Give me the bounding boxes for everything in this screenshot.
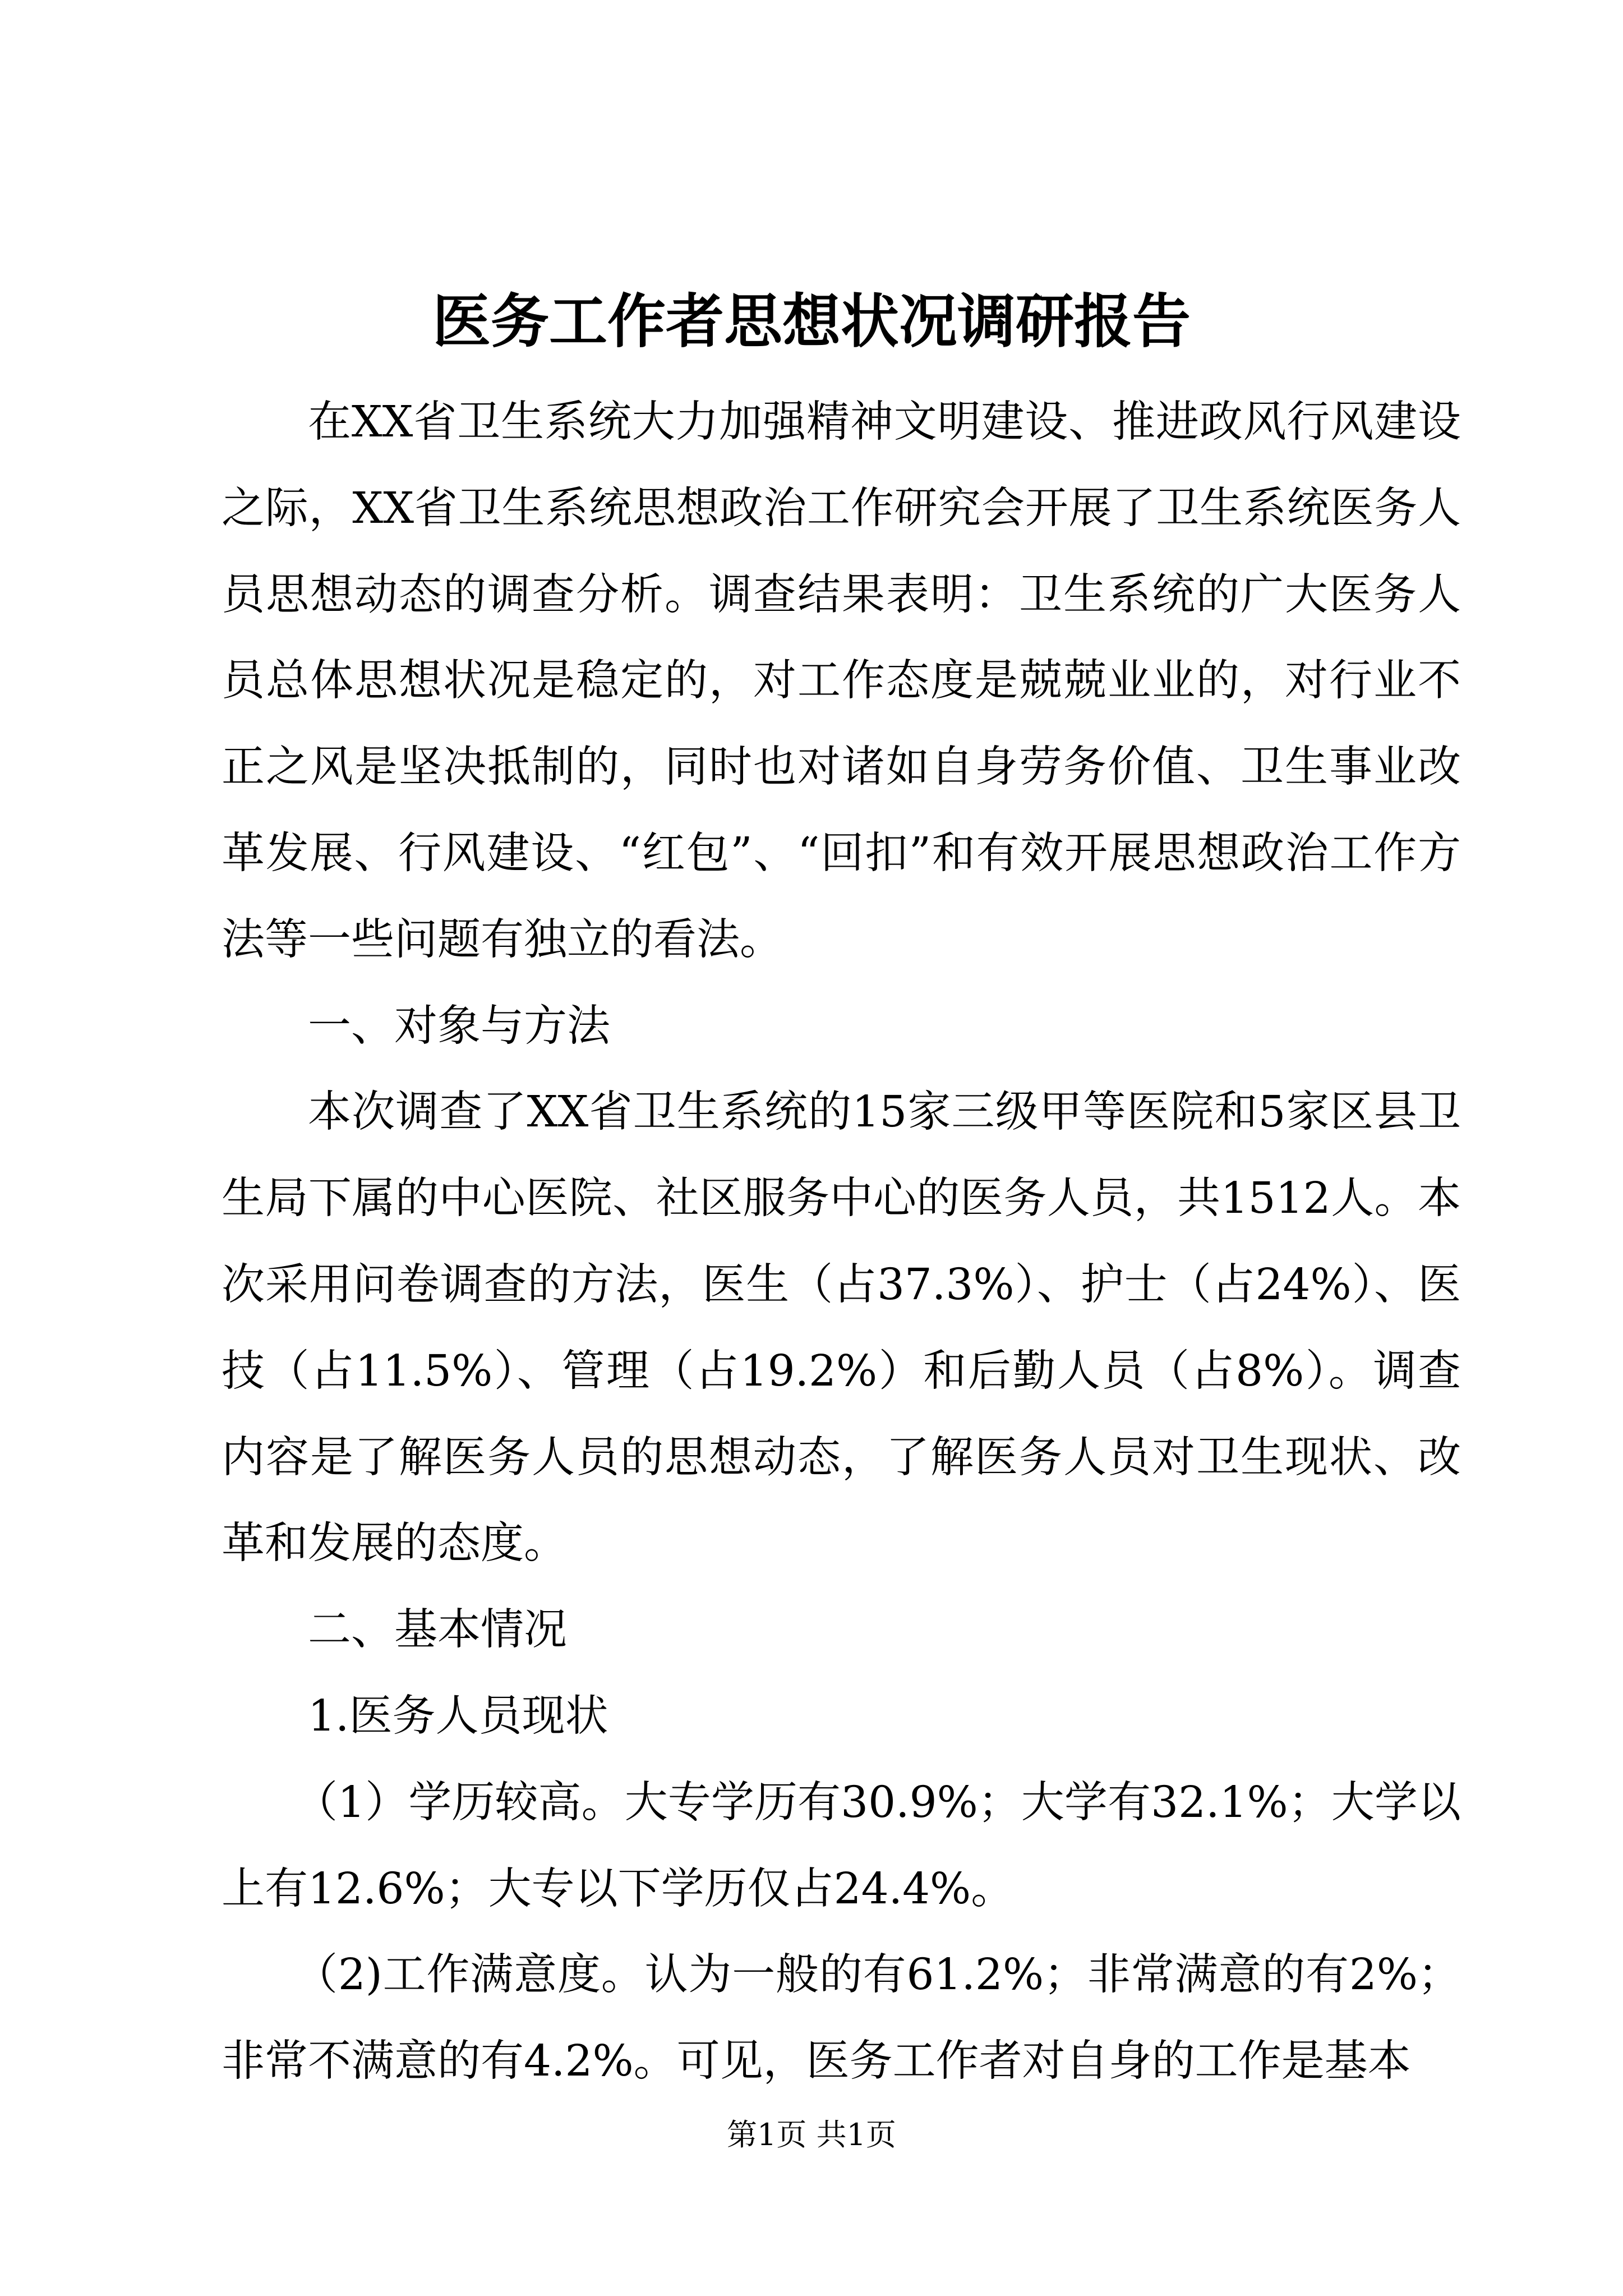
subsection-heading-staff-status: 1.医务人员现状 (308, 1691, 608, 1741)
intro-paragraph: 在XX省卫生系统大力加强精神文明建设、推进政风行风建设之际，XX省卫生系统思想政治工作研究会开展了卫生系统医务人员思想动态的调查分析。调查结果表明：卫生系统的广大医务人员总体思想状况是稳定的，对工作态度是兢兢业业的，对行业不正之风是坚决抵制的，同时也对诸如自身劳务价值、卫生事业改革发展、行风建设、“红包”、“回扣”和有效开展思想政治工作方法等一些问题有独立的看法。 (222, 397, 1461, 965)
satisfaction-paragraph: （2)工作满意度。认为一般的有61.2%；非常满意的有2%；非常不满意的有4.2%。可见，医务工作者对自身的工作是基本 (222, 1950, 1461, 2087)
document-body (222, 379, 1461, 2105)
section-heading-objects-methods: 一、对象与方法 (308, 1001, 610, 1051)
methods-paragraph: 本次调查了XX省卫生系统的15家三级甲等医院和5家区县卫生局下属的中心医院、社区服务中心的医务人员，共1512人。本次采用问卷调查的方法，医生（占37.3%）、护士（占24%）、医技（占11.5%）、管理（占19.2%）和后勤人员（占8%）。调查内容是了解医务人员的思想动态，了解医务人员对卫生现状、改革和发展的态度。 (222, 1087, 1461, 1569)
page-footer: 第1页 共1页 (727, 2117, 896, 2152)
document-title: 医务工作者思想状况调研报告 (432, 287, 1191, 356)
section-heading-basic-situation: 二、基本情况 (308, 1605, 567, 1655)
education-paragraph: （1）学历较高。大专学历有30.9%；大学有32.1%；大学以上有12.6%；大专以下学历仅占24.4%。 (222, 1777, 1461, 1914)
